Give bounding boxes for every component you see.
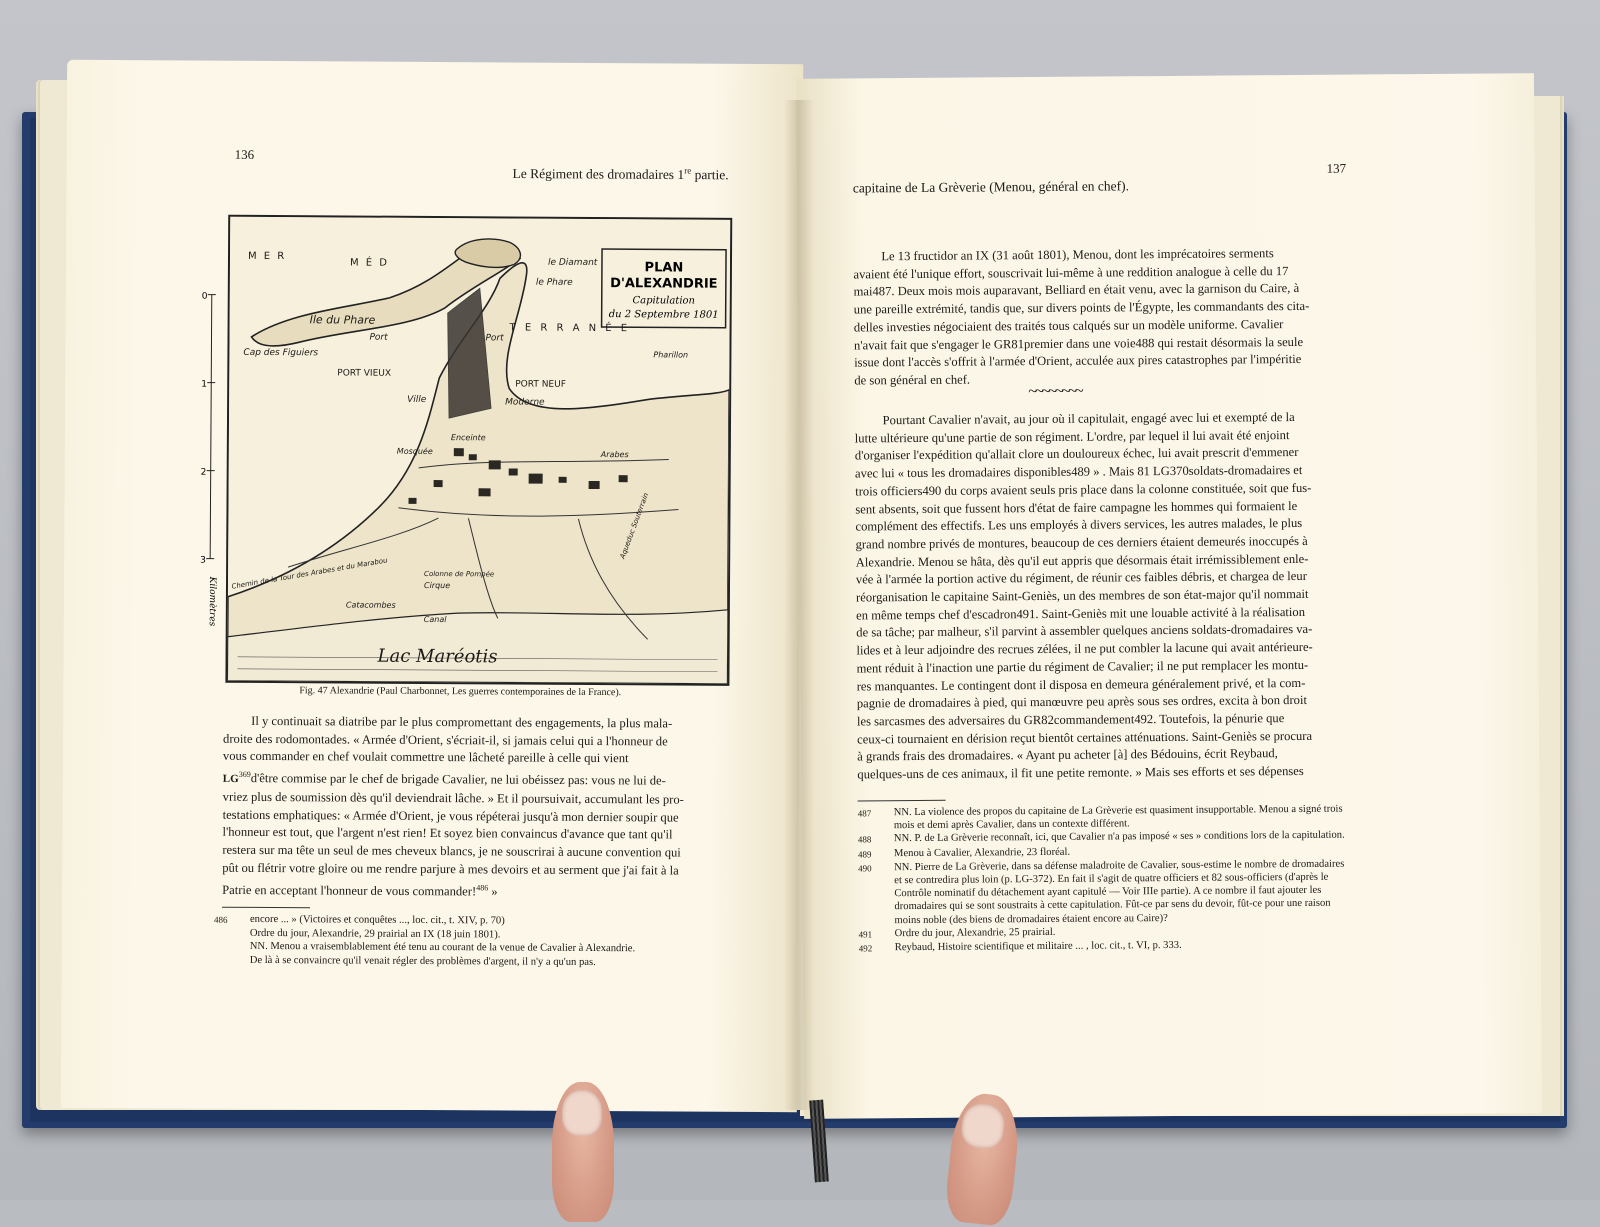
footnote: 486 encore ... » (Victoires et conquêtes ..., loc. cit., t. XIV, p. 70) bbox=[214, 913, 714, 930]
text-line: issue dont l'accès s'offrit à l'armée d'Orient, acculée aux pires catastrophes par l'impéritie bbox=[854, 351, 1348, 373]
map-subtitle: Capitulation bbox=[632, 295, 695, 306]
left-page bbox=[61, 60, 803, 1112]
running-head-left: Le Régiment des dromadaires 1re partie. bbox=[512, 164, 728, 183]
label-moderne: Moderne bbox=[505, 397, 545, 407]
label-port-vieux: PORT VIEUX bbox=[337, 368, 391, 378]
text-line: pagnie de dromadaires à pied, qui manœuvre peu après sous ses ordres, excita à bon droit bbox=[857, 692, 1351, 714]
text-line: pût ou flétrir votre gloire ou me rendre parjure à mes devoirs et au serment que j'ai fait à la bbox=[222, 860, 720, 881]
running-head-right: capitaine de La Grèverie (Menou, général en chef). bbox=[853, 178, 1129, 196]
right-body-text-1 bbox=[853, 245, 1348, 391]
text-line: Le 13 fructidor an IX (31 août 1801), Menou, dont les imprécatoires serments bbox=[853, 245, 1347, 267]
text-line: ment réduit à l'inaction une partie du régiment de Cavalier; il ne put remplacer les montu- bbox=[856, 656, 1350, 678]
label-port-neuf: PORT NEUF bbox=[515, 380, 566, 390]
label-lac: Lac Maréotis bbox=[377, 646, 498, 668]
footnote: 490 NN. Pierre de La Grèverie, dans sa défense maladroite de Cavalier, sous-estime le nombre de dromadaires et se contredira plus loin (p. LG-372). En fait il s'agit de quatre officiers et 82 sous-officiers (d'après le Contrôle nominatif du détachement ayant capitulé — Voir IIIe partie). A ce nombre il faut ajouter les dromadaires qui se sont soustraits à cette capitulation. Fût-ce par sens du devoir, fût-ce pour une raison moins noble (des biens de dromadaires étaient encore au Caire)? bbox=[858, 857, 1353, 927]
text-line: en même temps chef d'escadron491. Saint-Geniès mit une louable activité à la réalisation bbox=[856, 603, 1350, 625]
label-mer: M E R bbox=[248, 251, 286, 262]
scale-bar bbox=[200, 287, 226, 627]
text-line: avaient été l'unique effort, souscrivait lui-même à une reddition analogue à celle du 17 bbox=[853, 262, 1347, 284]
text-line: une pareille extrémité, tandis que, sur divers points de l'Égypte, les commandants des cita- bbox=[854, 298, 1348, 320]
text-line: avec lui « tous les dromadaires disponibles489 » . Mais 81 LG370soldats-dromadaires et bbox=[855, 462, 1349, 484]
left-thumbnail bbox=[562, 1090, 602, 1136]
map-alexandria bbox=[227, 217, 730, 684]
left-body-text bbox=[222, 713, 721, 902]
label-mosquee: Mosquée bbox=[397, 446, 433, 456]
book-gutter bbox=[784, 100, 814, 1110]
label-enceinte: Enceinte bbox=[451, 433, 486, 442]
text-line: réorganisation le capitaine Saint-Geniès, un des membres de son état-major qu'il nommait bbox=[856, 586, 1350, 608]
text-line: quelques-uns de ces animaux, il fit une petite remonte. » Mais ses efforts et ses dépenses bbox=[857, 763, 1351, 785]
left-footnotes bbox=[214, 913, 714, 970]
label-canal: Canal bbox=[424, 615, 448, 624]
label-port-2: Port bbox=[485, 333, 504, 343]
label-colonne: Colonne de Pompée bbox=[424, 570, 494, 578]
label-chemin: Chemin de la Tour des Arabes et du Marabou bbox=[231, 556, 389, 590]
figure-caption: Fig. 47 Alexandrie (Paul Charbonnet, Les guerres contemporaines de la France). bbox=[299, 685, 621, 698]
text-line: sent absents, soit que fussent hors d'état de faire campagne les hommes qui formaient le bbox=[855, 497, 1349, 519]
label-pharillon: Pharillon bbox=[653, 350, 688, 359]
text-line: n'avait fait que s'engager le GR81premier dans une voie488 qui restait désormais la seule bbox=[854, 333, 1348, 355]
page-number-right: 137 bbox=[1327, 161, 1347, 177]
text-line: droite des rodomontades. « Armée d'Orient, s'écriait-il, si jamais celui qui a l'honneur de bbox=[223, 730, 721, 751]
text-line: Alexandrie. Menou se hâta, dès qu'il eut appris que désormais était irrémissiblement enle- bbox=[856, 550, 1350, 572]
text-line: vée à l'armée la portion active du régiment, de réunir ces faibles débris, et chargea de leur bbox=[856, 568, 1350, 590]
text-line: Il y continuait sa diatribe par le plus compromettant des engagements, la plus mala- bbox=[223, 713, 721, 734]
text-line: lides et à leur adjoindre des recrues zélées, il ne put combler la lacune qui avait antérieure- bbox=[856, 639, 1350, 661]
label-diamant: le Diamant bbox=[548, 258, 598, 268]
text-line: les sarcasmes des adversaires du GR82commandement492. Toutefois, la pénurie que bbox=[857, 710, 1351, 732]
label-med: M É D bbox=[350, 255, 389, 268]
text-line: Pourtant Cavalier n'avait, au jour où il capitulait, engagé avec lui et exempté de la bbox=[855, 409, 1349, 431]
label-cirque: Cirque bbox=[424, 581, 450, 590]
label-aqueduc: Aqueduc Souterrain bbox=[618, 492, 650, 561]
label-arabes: Arabes bbox=[600, 450, 629, 459]
scale-2: 2 bbox=[201, 468, 207, 478]
right-body-text-2 bbox=[855, 409, 1352, 785]
scale-0: 0 bbox=[202, 292, 208, 302]
text-line: delles investies négociaient des traités tous calqués sur un modèle uniforme. Cavalier bbox=[854, 315, 1348, 337]
label-terranee: T E R R A N É E bbox=[509, 320, 631, 334]
text-line: l'honneur est tout, que l'argent n'est rien! Et soyez bien convaincus d'avance que tant qu'il bbox=[222, 824, 720, 845]
page-number-left: 136 bbox=[235, 147, 255, 163]
label-phare: le Phare bbox=[536, 278, 573, 288]
text-line: Patrie en acceptant l'honneur de vous commander!$^{486}$ » bbox=[222, 877, 720, 902]
footnote: Ordre du jour, Alexandrie, 29 prairial an IX (18 juin 1801). bbox=[214, 927, 714, 943]
footnote: 491 Ordre du jour, Alexandrie, 25 prairial. bbox=[859, 923, 1353, 941]
text-line: testations emphatiques: « Armée d'Orient, je vous répéterai jusqu'à mon dernier soupir que bbox=[223, 806, 721, 827]
text-line: grand nombre privés de montures, beaucoup de ces derniers étaient demeurés inoccupés à bbox=[856, 533, 1350, 555]
text-line: LG$^{369}$d'être commise par le chef de brigade Cavalier, ne lui obéissez pas: vous ne lui de- bbox=[223, 766, 721, 792]
map-figure bbox=[225, 215, 732, 686]
text-line: complément des effectifs. Les uns employés à divers services, les autres malades, le plus bbox=[855, 515, 1349, 537]
label-ile: Ile du Phare bbox=[310, 313, 376, 326]
text-line: vous commander en chef voulait commettre une lâcheté pareille à celle qui vient bbox=[223, 748, 721, 769]
right-page bbox=[796, 73, 1542, 1119]
label-catacombes: Catacombes bbox=[346, 600, 396, 609]
footnote: 487 NN. La violence des propos du capitaine de La Grèverie est quasiment insupportable. Menou a signé trois mois et demi après Cavalier, dans un contexte différent. bbox=[858, 803, 1352, 833]
text-line: lutte ultérieure qu'une partie de son régiment. L'ordre, par lequel il lui avait été enjoint bbox=[855, 426, 1349, 448]
text-line: mai487. Deux mois mois auparavant, Belliard en était venu, avec la garnison du Caire, à bbox=[854, 280, 1348, 302]
map-title: PLAN bbox=[645, 260, 684, 275]
map-subtitle-2: du 2 Septembre 1801 bbox=[609, 309, 719, 321]
footnote: 489 Menou à Cavalier, Alexandrie, 23 floréal. bbox=[858, 843, 1352, 861]
scale-label: Kilomètres bbox=[207, 576, 218, 627]
footnote: De là à se convaincre qu'il venait régler des problèmes d'argent, il n'y a qu'un pas. bbox=[214, 953, 714, 969]
text-line: restera sur ma tête un seul de mes cheveux blancs, je ne souscrirai à aucune convention qui bbox=[222, 842, 720, 863]
footnote-rule-right bbox=[858, 800, 946, 802]
label-cap: Cap des Figuiers bbox=[243, 348, 318, 358]
map-title-2: D'ALEXANDRIE bbox=[610, 276, 718, 292]
footnote: 492 Reybaud, Histoire scientifique et militaire ... , loc. cit., t. VI, p. 333. bbox=[859, 938, 1353, 956]
text-line: ceux-ci tournaient en dérision reçut bientôt certaines atténuations. Saint-Geniès se procura bbox=[857, 727, 1351, 749]
footnote: NN. Menou a vraisemblablement été tenu au courant de la venue de Cavalier à Alexandrie. bbox=[214, 940, 714, 956]
label-ville: Ville bbox=[407, 395, 427, 405]
scale-1: 1 bbox=[201, 380, 207, 390]
footnote-rule-left bbox=[222, 907, 310, 909]
label-port-1: Port bbox=[369, 333, 388, 343]
text-line: vriez plus de soumission dès qu'il deviendrait lâche. » Et il poursuivait, accumulant les pro- bbox=[223, 789, 721, 810]
text-line: res manquantes. Le contingent dont il disposa en demeura généralement privé, et la com- bbox=[857, 674, 1351, 696]
footnote: 488 NN. P. de La Grèverie reconnaît, ici, que Cavalier n'a pas imposé « ses » conditions lors de la capitulation. bbox=[858, 829, 1352, 847]
ornament: ~~~~~~~~ bbox=[1028, 383, 1081, 401]
text-line: trois officiers490 du corps avaient seuls pris place dans la colonne constituée, soit que fus- bbox=[855, 479, 1349, 501]
text-line: de sa tâche; par malheur, s'il parvint à assembler quelques anciens soldats-dromadaires va- bbox=[856, 621, 1350, 643]
right-footnotes bbox=[858, 803, 1353, 956]
text-line: à grands frais des dromadaires. « Ayant pu acheter [à] des Bédouins, écrit Reybaud, bbox=[857, 745, 1351, 767]
scale-3: 3 bbox=[200, 556, 206, 566]
text-line: de son général en chef. bbox=[854, 369, 1348, 391]
text-line: d'organiser l'expédition qu'allait clore un douloureux échec, lui avait prescrit d'emmener bbox=[855, 444, 1349, 466]
